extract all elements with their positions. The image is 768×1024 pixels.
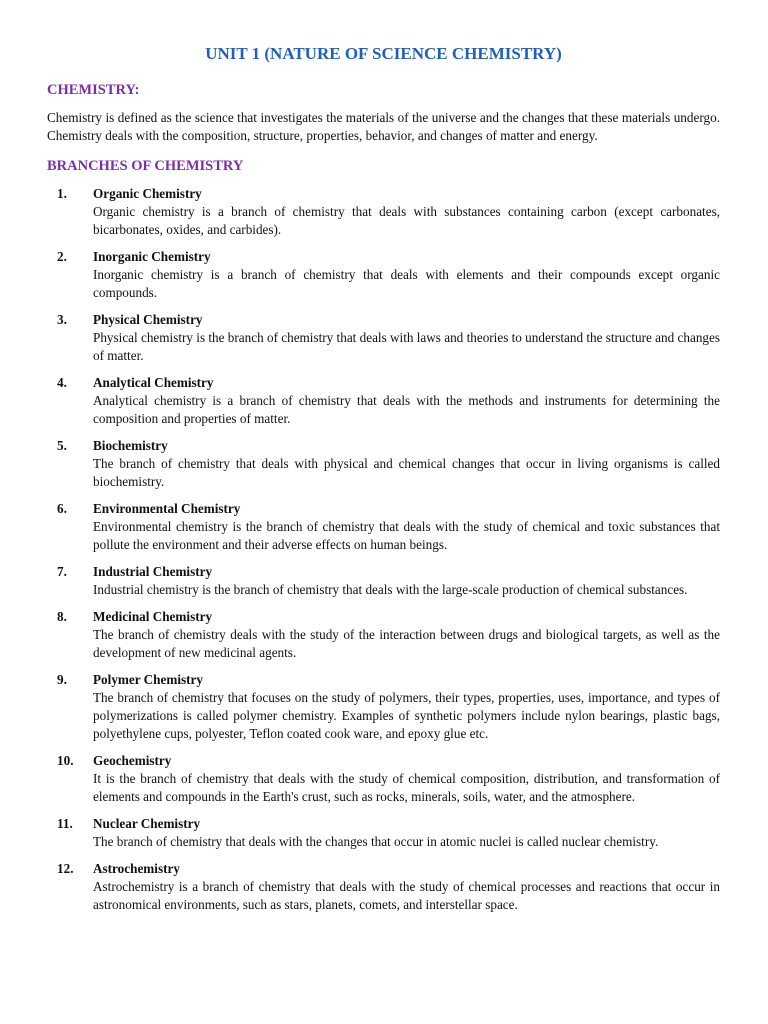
- branch-name: Astrochemistry: [93, 861, 180, 876]
- branch-number: 1.: [57, 186, 67, 201]
- branches-list: [47, 185, 720, 914]
- branch-description: Industrial chemistry is the branch of chemistry that deals with the large-scale production of chemical substances.: [93, 582, 688, 597]
- branch-number: 11.: [57, 816, 73, 831]
- branches-heading: BRANCHES OF CHEMISTRY: [47, 158, 244, 174]
- branch-description: The branch of chemistry that deals with physical and chemical changes that occur in living organisms is called biochemistry.: [93, 456, 720, 489]
- branch-name: Environmental Chemistry: [93, 501, 241, 516]
- branch-number: 9.: [57, 672, 67, 687]
- branch-description: Environmental chemistry is the branch of chemistry that deals with the study of chemical and toxic substances that pollute the environment and their adverse effects on human beings.: [93, 519, 720, 552]
- branch-item-biochemistry: [47, 437, 720, 491]
- branch-number: 3.: [57, 312, 67, 327]
- branch-item-industrial: [47, 563, 720, 599]
- branch-number: 5.: [57, 438, 67, 453]
- branch-number: 12.: [57, 861, 74, 876]
- branch-item-nuclear: [47, 815, 720, 851]
- branch-description: Organic chemistry is a branch of chemistry that deals with substances containing carbon (except carbonates, bicarbonates, oxides, and carbides).: [93, 204, 720, 237]
- branch-description: Astrochemistry is a branch of chemistry that deals with the study of chemical processes and reactions that occur in astronomical environments, such as stars, planets, comets, and interstellar space.: [93, 879, 720, 912]
- branch-name: Analytical Chemistry: [93, 375, 214, 390]
- branch-description: The branch of chemistry that deals with the changes that occur in atomic nuclei is called nuclear chemistry.: [93, 834, 659, 849]
- branch-name: Biochemistry: [93, 438, 168, 453]
- branch-description: Inorganic chemistry is a branch of chemistry that deals with elements and their compounds except organic compounds.: [93, 267, 720, 300]
- branch-item-medicinal: [47, 608, 720, 662]
- page-title: UNIT 1 (NATURE OF SCIENCE CHEMISTRY): [205, 44, 562, 63]
- branch-name: Nuclear Chemistry: [93, 816, 201, 831]
- branch-number: 7.: [57, 564, 67, 579]
- branch-name: Geochemistry: [93, 753, 172, 768]
- branch-item-geochemistry: [47, 752, 720, 806]
- branch-description: Physical chemistry is the branch of chemistry that deals with laws and theories to understand the structure and changes of matter.: [93, 330, 720, 363]
- branch-name: Organic Chemistry: [93, 186, 202, 201]
- branch-description: The branch of chemistry deals with the study of the interaction between drugs and biological targets, as well as the development of new medicinal agents.: [93, 627, 720, 660]
- branch-name: Industrial Chemistry: [93, 564, 213, 579]
- branch-number: 8.: [57, 609, 67, 624]
- branch-number: 6.: [57, 501, 67, 516]
- branch-name: Polymer Chemistry: [93, 672, 203, 687]
- branch-number: 10.: [57, 753, 74, 768]
- branch-item-polymer: [47, 671, 720, 743]
- branch-item-physical: [47, 311, 720, 365]
- branch-item-analytical: [47, 374, 720, 428]
- branch-description: The branch of chemistry that focuses on the study of polymers, their types, properties, uses, importance, and types of polymerizations is called polymer chemistry. Examples of synthetic polymers include nylon bearings, plastic bags, polyethylene cups, polyester, Teflon coated cook ware, and epoxy glue etc.: [93, 690, 720, 741]
- branch-item-organic: [47, 185, 720, 239]
- branch-item-environmental: [47, 500, 720, 554]
- branch-item-astrochemistry: [47, 860, 720, 914]
- branch-number: 4.: [57, 375, 67, 390]
- chemistry-definition: Chemistry is defined as the science that investigates the materials of the universe and the changes that these materials undergo. Chemistry deals with the composition, structure, properties, behavior, and changes of matter and energy.: [47, 110, 720, 143]
- chemistry-heading: CHEMISTRY:: [47, 82, 140, 98]
- branch-item-inorganic: [47, 248, 720, 302]
- branch-description: Analytical chemistry is a branch of chemistry that deals with the methods and instruments for determining the composition and properties of matter.: [93, 393, 720, 426]
- branch-name: Medicinal Chemistry: [93, 609, 213, 624]
- branch-name: Inorganic Chemistry: [93, 249, 211, 264]
- branch-description: It is the branch of chemistry that deals with the study of chemical composition, distribution, and transformation of elements and compounds in the Earth's crust, such as rocks, minerals, soils, water, and the atmosphere.: [93, 771, 720, 804]
- branch-number: 2.: [57, 249, 67, 264]
- branch-name: Physical Chemistry: [93, 312, 203, 327]
